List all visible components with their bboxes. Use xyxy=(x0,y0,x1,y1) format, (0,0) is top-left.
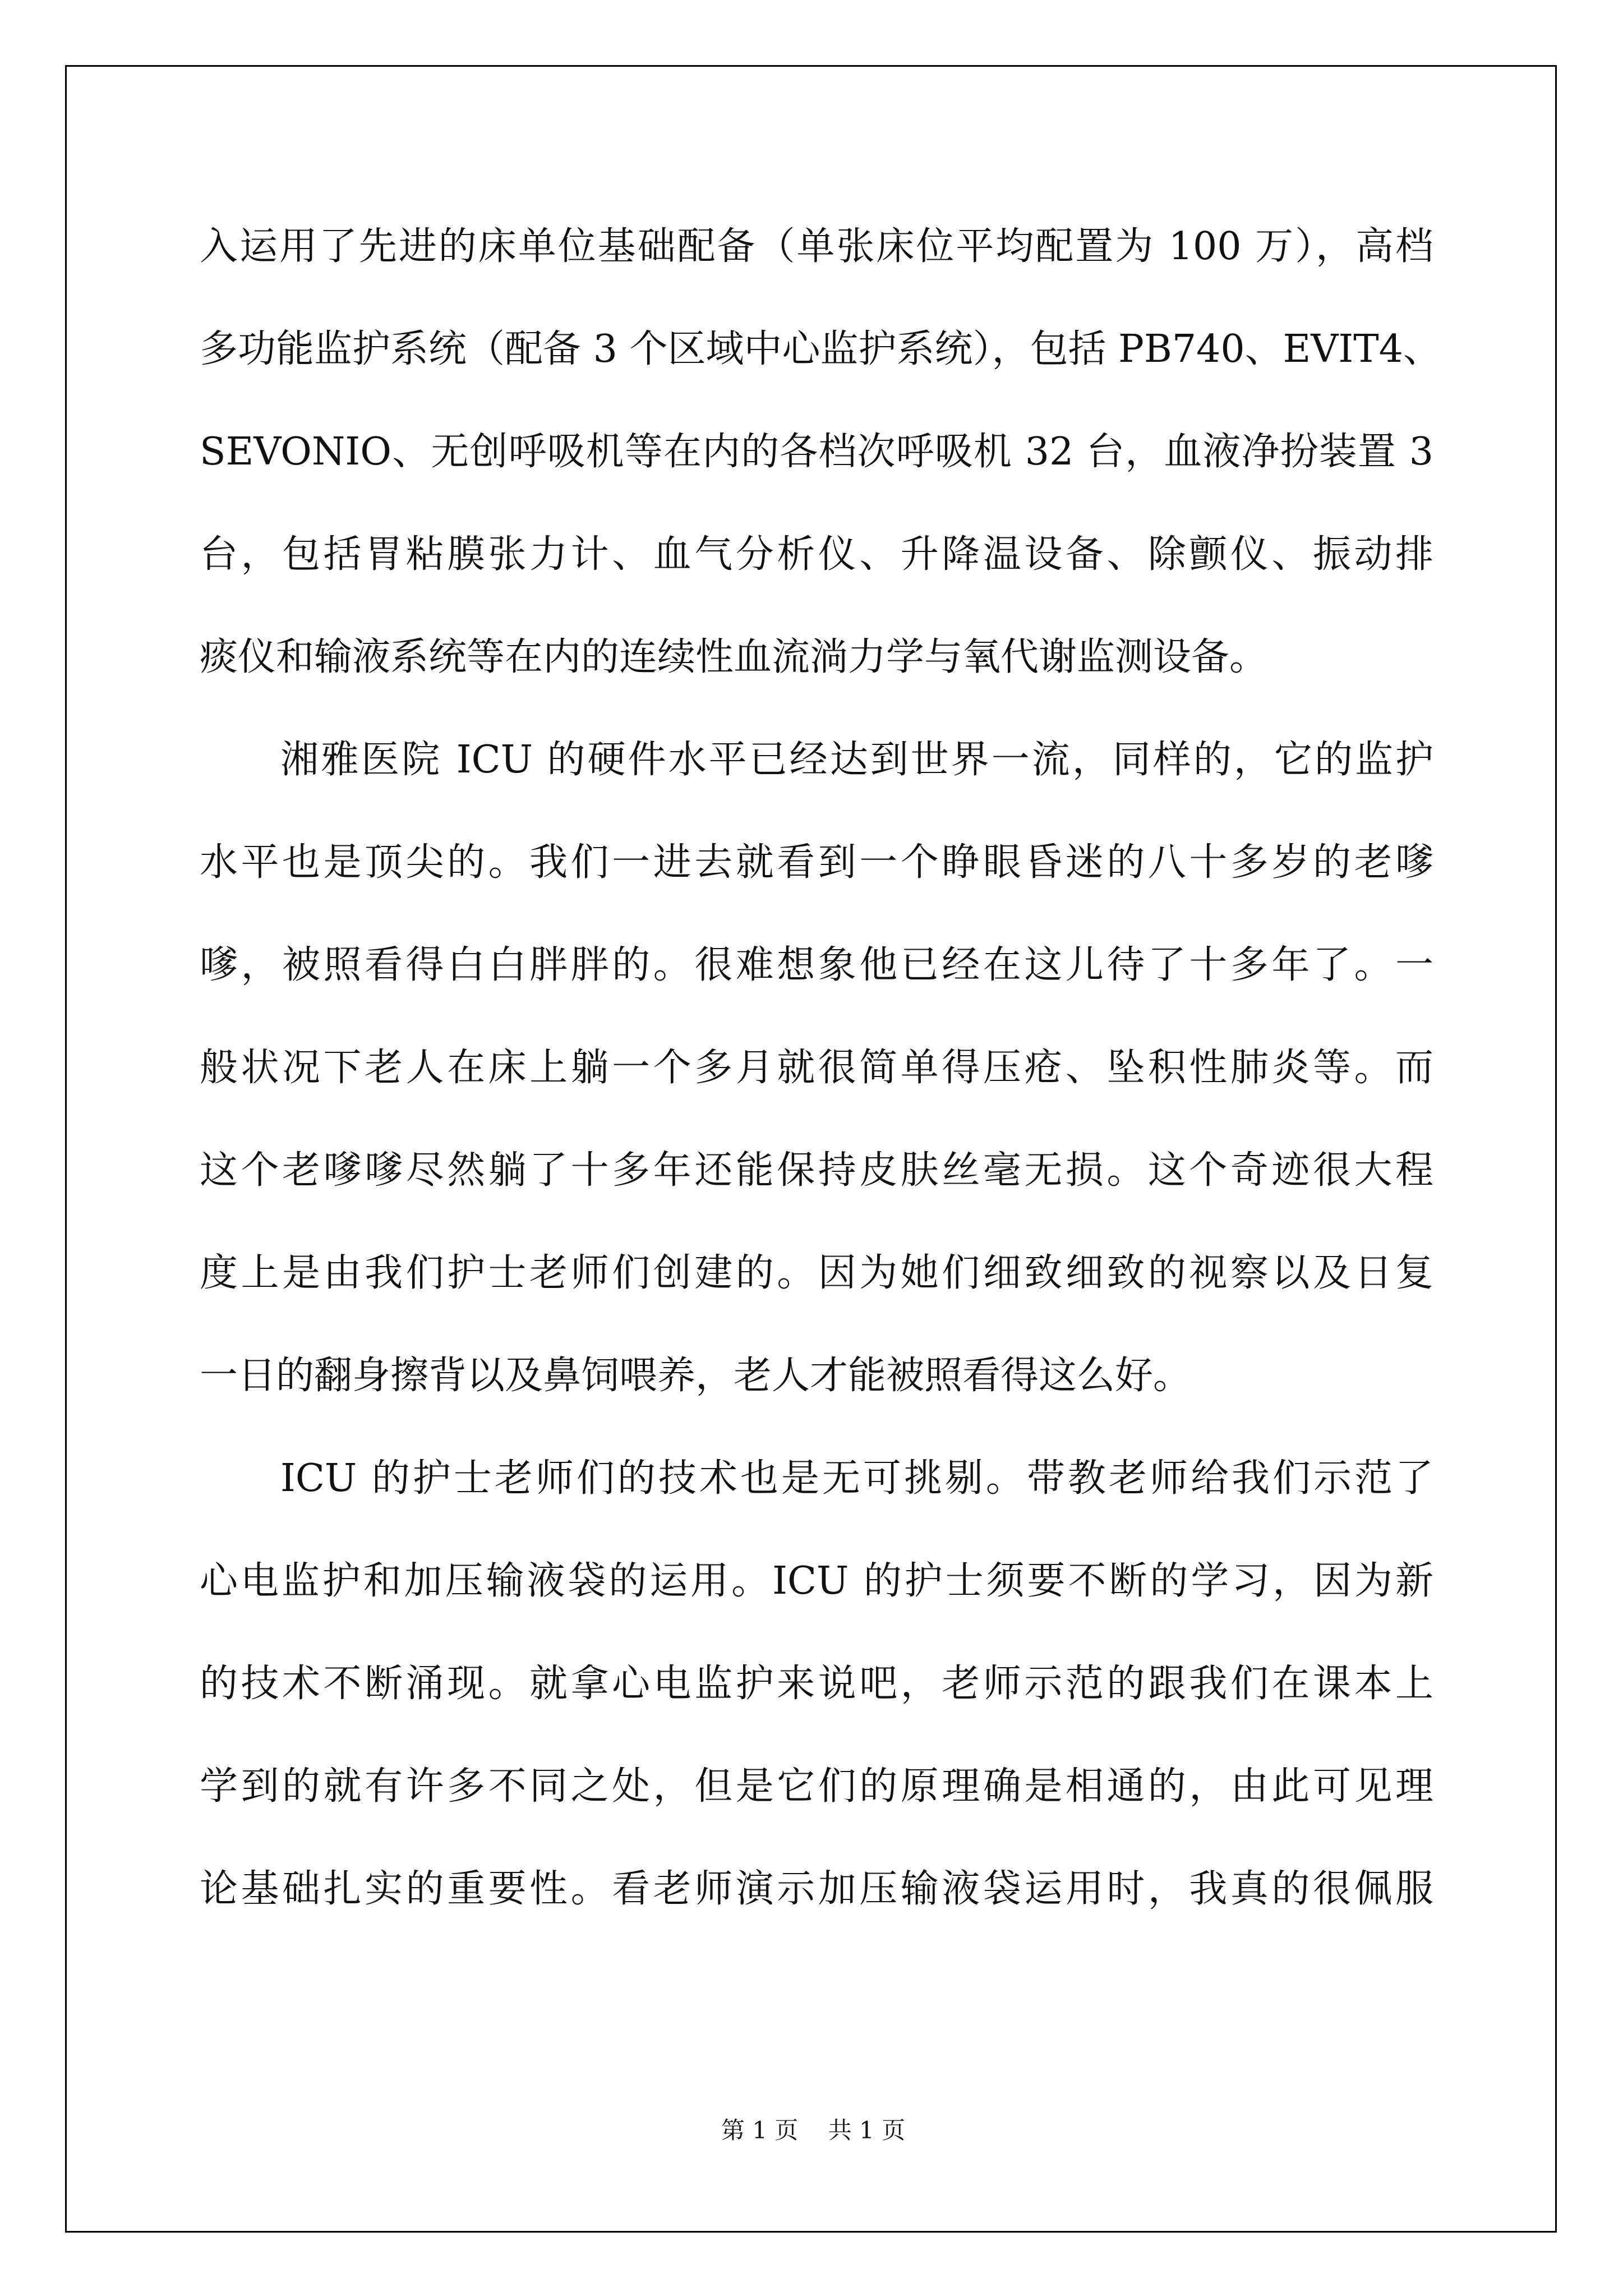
text-line: 嗲，被照看得白白胖胖的。很难想象他已经在这儿待了十多年了。一 xyxy=(200,943,1433,987)
page-footer: 第 1 页 共 1 页 xyxy=(721,2116,906,2144)
text-line: 度上是由我们护士老师们创建的。因为她们细致细致的视察以及日复 xyxy=(200,1251,1433,1295)
text-line: 痰仪和输液系统等在内的连续性血流淌力学与氧代谢监测设备。 xyxy=(200,635,1268,679)
text-line: 论基础扎实的重要性。看老师演示加压输液袋运用时，我真的很佩服 xyxy=(200,1867,1433,1911)
text-line: 这个老嗲嗲尽然躺了十多年还能保持皮肤丝毫无损。这个奇迹很大程 xyxy=(200,1148,1433,1193)
text-line: 水平也是顶尖的。我们一进去就看到一个睁眼昏迷的八十多岁的老嗲 xyxy=(200,840,1433,885)
paragraph-first-line: ICU 的护士老师们的技术也是无可挑剔。带教老师给我们示范了 xyxy=(280,1456,1433,1501)
text-line: 台，包括胃粘膜张力计、血气分析仪、升降温设备、除颤仪、振动排 xyxy=(200,532,1433,577)
text-line: 般状况下老人在床上躺一个多月就很简单得压疮、坠积性肺炎等。而 xyxy=(200,1046,1433,1090)
text-line: 多功能监护系统（配备 3 个区域中心监护系统），包括 PB740、EVIT4、 xyxy=(200,327,1441,371)
text-line: 的技术不断涌现。就拿心电监护来说吧，老师示范的跟我们在课本上 xyxy=(200,1662,1433,1706)
text-line: 一日的翻身擦背以及鼻饲喂养，老人才能被照看得这么好。 xyxy=(200,1354,1192,1398)
paragraph-first-line: 湘雅医院 ICU 的硬件水平已经达到世界一流，同样的，它的监护 xyxy=(280,738,1433,782)
text-line: SEVONIO、无创呼吸机等在内的各档次呼吸机 32 台，血液净扮装置 3 xyxy=(200,430,1433,474)
text-line: 心电监护和加压输液袋的运用。ICU 的护士须要不断的学习，因为新 xyxy=(200,1559,1433,1603)
text-line: 学到的就有许多不同之处，但是它们的原理确是相通的，由此可见理 xyxy=(200,1764,1433,1809)
text-line: 入运用了先进的床单位基础配备（单张床位平均配置为 100 万），高档 xyxy=(200,224,1433,269)
